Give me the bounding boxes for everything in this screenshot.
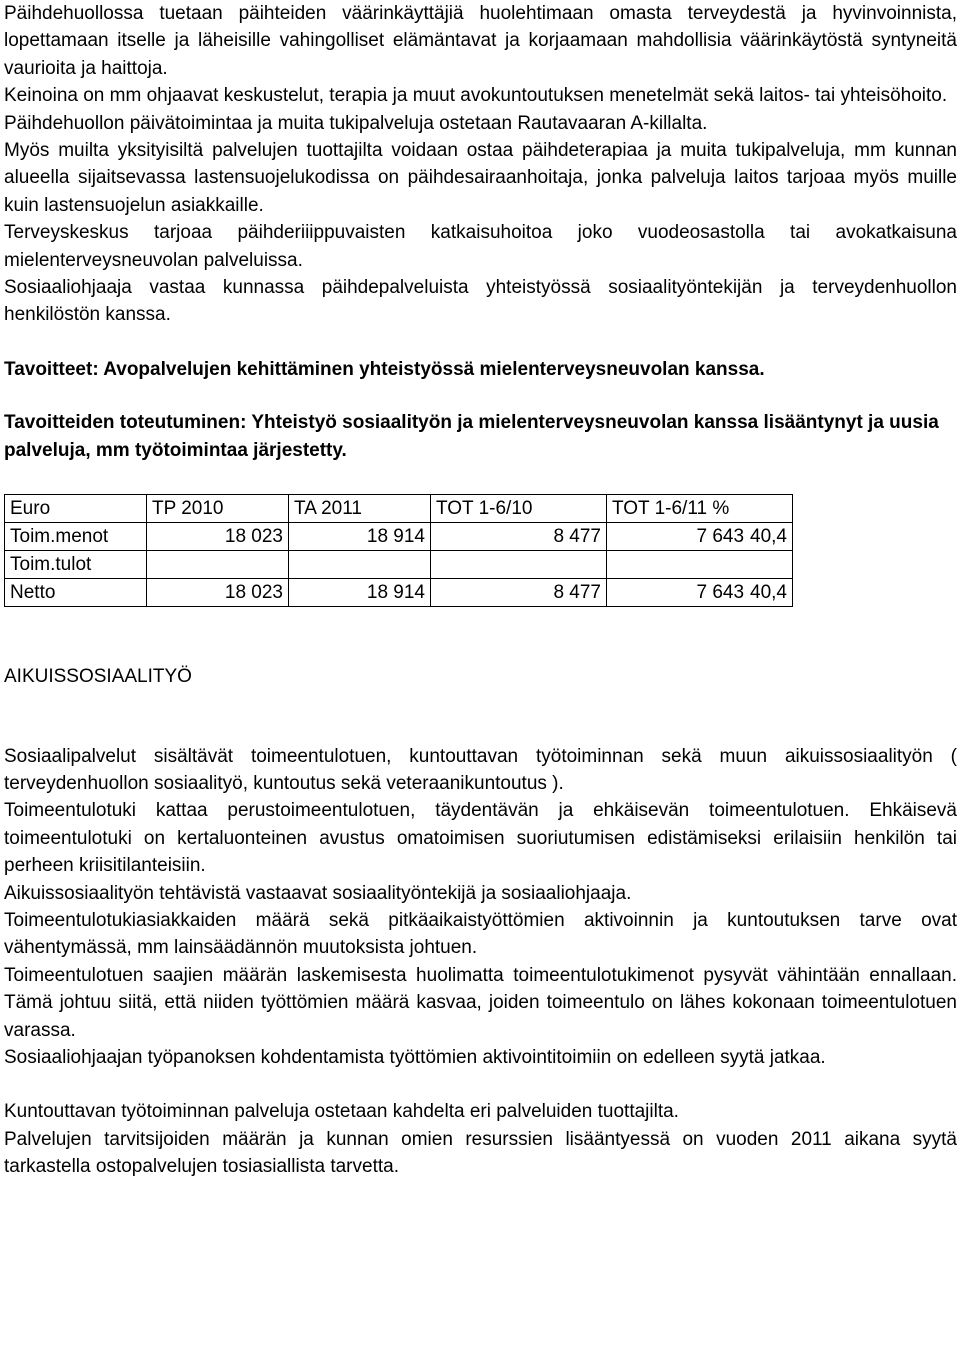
spacer bbox=[4, 691, 957, 743]
row-label: Toim.menot bbox=[5, 523, 147, 551]
cell-tot10 bbox=[431, 551, 607, 579]
table-row bbox=[5, 523, 793, 551]
header-tp2010: TP 2010 bbox=[147, 495, 289, 523]
cell-tp2010 bbox=[147, 551, 289, 579]
intro-paragraph-2: Keinoina on mm ohjaavat keskustelut, terapia ja muut avokuntoutuksen menetelmät sekä laitos- tai yhteisöhoito. bbox=[4, 85, 948, 107]
header-tot10: TOT 1-6/10 bbox=[431, 495, 607, 523]
section-paragraph-5: Toimeentulotuen saajien määrän laskemisesta huolimatta toimeentulotukimenot pysyvät vähintään ennallaan. Tämä johtuu siitä, että niiden työttömien määrä kasvaa, joiden toimeentulo on lähes kokonaan toimeentulotuen varassa. bbox=[4, 964, 957, 1041]
cell-percent: 40,4 bbox=[750, 581, 787, 603]
section-paragraph-2: Toimeentulotuki kattaa perustoimeentulotuen, täydentävän ja ehkäisevän toimeentulotuen. Ehkäisevä toimeentulotuki on kertaluonteinen avustus omatoimisen suoriutumisen edistämiseksi erilaisiin henkilön tai perheen kriisitilanteisiin. bbox=[4, 800, 957, 877]
row-label: Toim.tulot bbox=[5, 551, 147, 579]
section-paragraph-6: Sosiaaliohjaajan työpanoksen kohdentamista työttömien aktivointitoimiin on edelleen syytä jatkaa. bbox=[4, 1046, 826, 1068]
section-title: AIKUISSOSIAALITYÖ bbox=[4, 666, 192, 688]
cell-tot11-value: 7 643 bbox=[696, 581, 745, 603]
section-paragraph-4: Toimeentulotukiasiakkaiden määrä sekä pitkäaikaistyöttömien aktivoinnin ja kuntoutuksen tarve ovat vähentymässä, mm lainsäädännön muutoksista johtuen. bbox=[4, 909, 957, 959]
spacer bbox=[4, 1071, 957, 1098]
header-ta2011: TA 2011 bbox=[289, 495, 431, 523]
goals-realization-text: Tavoitteiden toteutuminen: Yhteistyö sosiaalityön ja mielenterveysneuvolan kanssa lisääntynyt ja uusia palveluja, mm työtoimintaa järjestetty. bbox=[4, 412, 939, 461]
intro-paragraph-1: Päihdehuollossa tuetaan päihteiden väärinkäyttäjiä huolehtimaan omasta terveydestä ja hyvinvoinnista, lopettamaan itselle ja läheisille vahingolliset elämäntavat ja korjaamaan mahdollisia väärinkäytöstä syntyneitä vaurioita ja haittoja. bbox=[4, 3, 957, 79]
cell-tot11 bbox=[607, 579, 793, 607]
cell-tp2010: 18 023 bbox=[147, 523, 289, 551]
cell-tot11 bbox=[607, 523, 793, 551]
closing-paragraph-2: Palvelujen tarvitsijoiden määrän ja kunnan omien resurssien lisääntyessä on vuoden 2011 aikana syytä tarkastella ostopalvelujen tosiasiallista tarvetta. bbox=[4, 1128, 957, 1178]
spacer bbox=[4, 464, 957, 491]
section-paragraph-3: Aikuissosiaalityön tehtävistä vastaavat sosiaalityöntekijä ja sosiaaliohjaaja. bbox=[4, 882, 632, 904]
table-row bbox=[5, 579, 793, 607]
intro-paragraph-4: Myös muilta yksityisiltä palvelujen tuottajilta voidaan ostaa päihdeterapiaa ja muita tukipalveluja, mm kunnan alueella sijaitsevassa lastensuojelukodissa on päihdesairaanhoitaja, jonka palveluja laitos tarjoaa myös muille kuin lastensuojelun asiakkaille. bbox=[4, 140, 957, 216]
header-tot11: TOT 1-6/11 % bbox=[607, 495, 793, 523]
cell-ta2011: 18 914 bbox=[289, 579, 431, 607]
cell-ta2011: 18 914 bbox=[289, 523, 431, 551]
cell-ta2011 bbox=[289, 551, 431, 579]
table-header-row bbox=[5, 495, 793, 523]
cell-percent: 40,4 bbox=[750, 525, 787, 547]
intro-paragraph-5: Terveyskeskus tarjoaa päihderiiippuvaisten katkaisuhoitoa joko vuodeosastolla tai avokatkaisuna mielenterveysneuvolan palveluissa. bbox=[4, 222, 957, 271]
cell-tot11-value: 7 643 bbox=[696, 525, 745, 547]
goals-text: Tavoitteet: Avopalvelujen kehittäminen yhteistyössä mielenterveysneuvolan kanssa. bbox=[4, 358, 765, 380]
cell-tot11 bbox=[607, 551, 793, 579]
intro-paragraph-6: Sosiaaliohjaaja vastaa kunnassa päihdepalveluista yhteistyössä sosiaalityöntekijän ja terveydenhuollon henkilöstön kanssa. bbox=[4, 277, 957, 326]
intro-paragraph-3: Päihdehuollon päivätoimintaa ja muita tukipalveluja ostetaan Rautavaaran A-killalta. bbox=[4, 112, 708, 134]
row-label: Netto bbox=[5, 579, 147, 607]
table-row bbox=[5, 551, 793, 579]
budget-table bbox=[4, 494, 793, 607]
cell-tp2010: 18 023 bbox=[147, 579, 289, 607]
closing-paragraph-1: Kuntouttavan työtoiminnan palveluja ostetaan kahdelta eri palveluiden tuottajilta. bbox=[4, 1101, 679, 1123]
cell-tot10: 8 477 bbox=[431, 579, 607, 607]
document-page bbox=[4, 0, 957, 1181]
spacer bbox=[4, 607, 957, 663]
header-euro: Euro bbox=[5, 495, 147, 523]
spacer bbox=[4, 329, 957, 356]
cell-tot10: 8 477 bbox=[431, 523, 607, 551]
section-paragraph-1: Sosiaalipalvelut sisältävät toimeentulotuen, kuntouttavan työtoiminnan sekä muun aikuissosiaalityön ( terveydenhuollon sosiaalityö, kuntoutus sekä veteraanikuntoutus ). bbox=[4, 745, 957, 794]
spacer bbox=[4, 383, 957, 409]
